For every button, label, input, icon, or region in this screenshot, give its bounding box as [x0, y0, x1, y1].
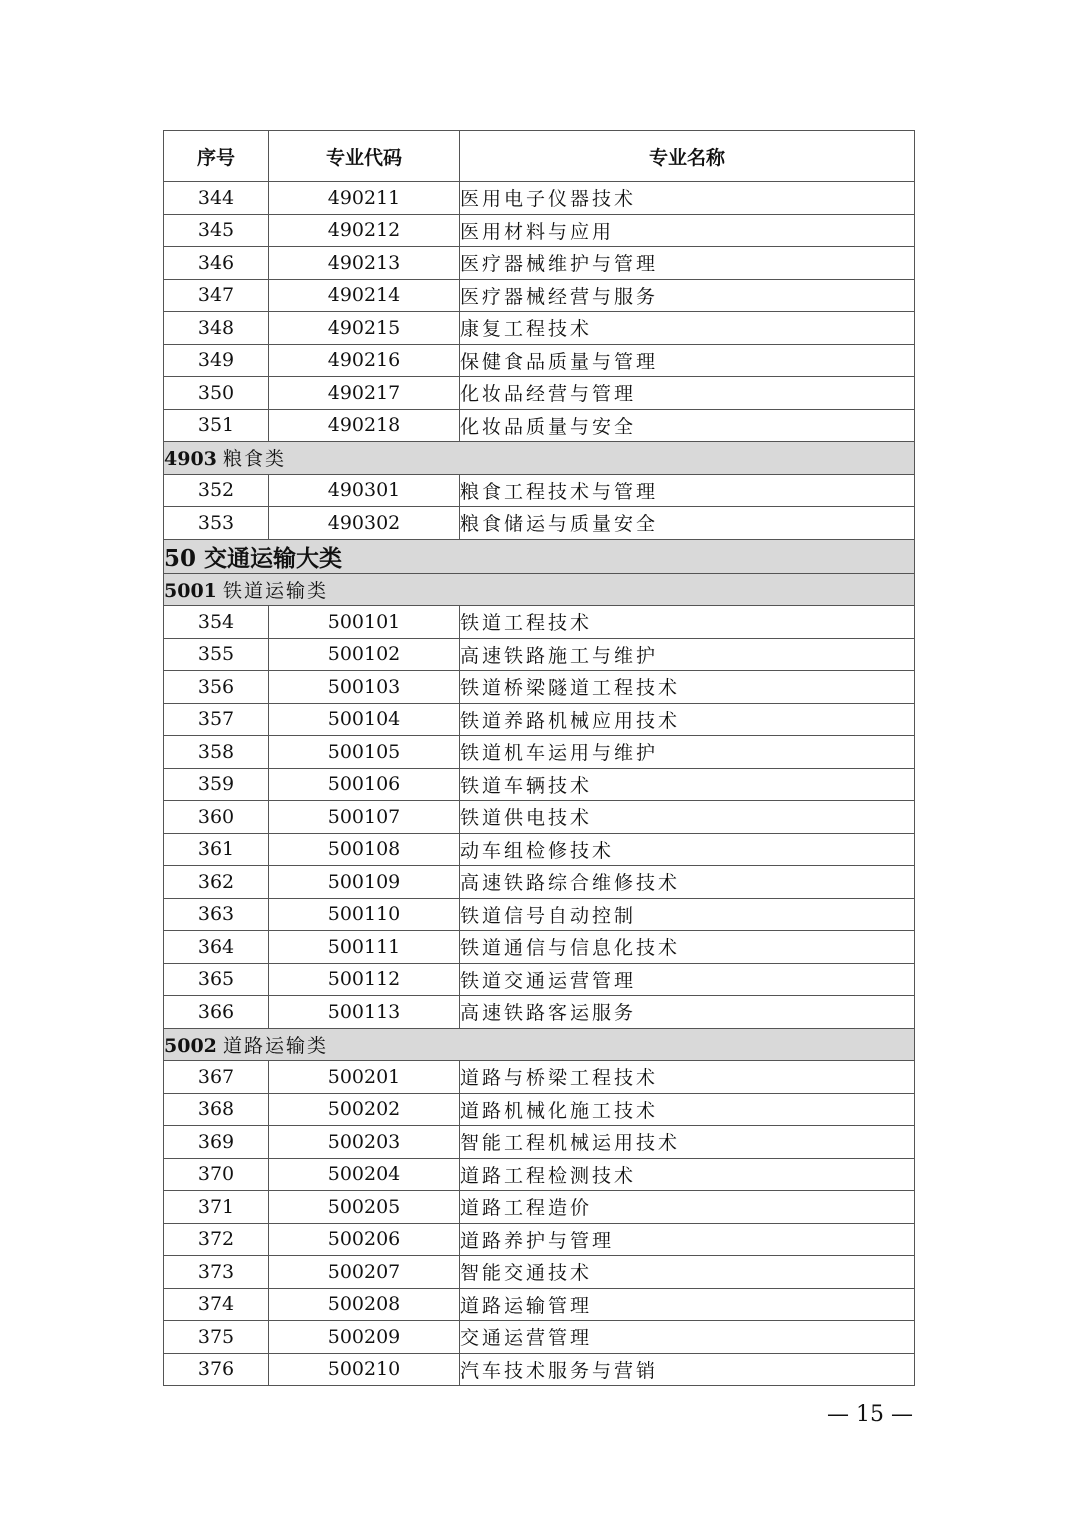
table-row: [164, 1126, 915, 1159]
row-name: 铁道桥梁隧道工程技术: [460, 671, 915, 704]
row-code: 490302: [269, 507, 460, 540]
header-name: 专业名称: [460, 131, 915, 182]
row-index: 369: [164, 1126, 269, 1159]
table-row: [164, 1158, 915, 1191]
row-index: 367: [164, 1061, 269, 1094]
row-code: 490216: [269, 344, 460, 377]
major-category-row: [164, 539, 915, 573]
row-code: 490215: [269, 312, 460, 345]
table-row: [164, 996, 915, 1029]
table-row: [164, 377, 915, 410]
row-name: 道路与桥梁工程技术: [460, 1061, 915, 1094]
row-name: 道路工程造价: [460, 1191, 915, 1224]
major-catalog-table: [163, 130, 915, 1386]
row-name: 化妆品经营与管理: [460, 377, 915, 410]
row-index: 365: [164, 963, 269, 996]
row-name: 道路养护与管理: [460, 1223, 915, 1256]
row-code: 500101: [269, 606, 460, 639]
row-index: 353: [164, 507, 269, 540]
row-name: 铁道工程技术: [460, 606, 915, 639]
table-row: [164, 736, 915, 769]
row-code: 500205: [269, 1191, 460, 1224]
table-row: [164, 1288, 915, 1321]
row-index: 358: [164, 736, 269, 769]
row-code: 500113: [269, 996, 460, 1029]
row-name: 康复工程技术: [460, 312, 915, 345]
table-row: [164, 409, 915, 442]
row-index: 364: [164, 931, 269, 964]
table-row: [164, 1353, 915, 1386]
row-name: 铁道信号自动控制: [460, 898, 915, 931]
row-code: 490217: [269, 377, 460, 410]
row-code: 500103: [269, 671, 460, 704]
table-row: [164, 768, 915, 801]
row-index: 373: [164, 1256, 269, 1289]
category-code: 4903: [164, 448, 217, 471]
row-code: 500107: [269, 801, 460, 834]
table-row: [164, 606, 915, 639]
row-index: 348: [164, 312, 269, 345]
row-code: 490301: [269, 474, 460, 507]
category-label: 粮食类: [222, 448, 286, 471]
table-row: [164, 182, 915, 215]
row-code: 500202: [269, 1093, 460, 1126]
row-index: 351: [164, 409, 269, 442]
header-code: 专业代码: [269, 131, 460, 182]
row-name: 铁道交通运营管理: [460, 963, 915, 996]
category-code: 5001: [164, 579, 217, 602]
table-row: [164, 671, 915, 704]
row-name: 医用电子仪器技术: [460, 182, 915, 215]
row-code: 500102: [269, 638, 460, 671]
page-number: — 15 —: [827, 1402, 913, 1427]
row-code: 500112: [269, 963, 460, 996]
table-row: [164, 507, 915, 540]
row-code: 500203: [269, 1126, 460, 1159]
table-row: [164, 931, 915, 964]
row-code: 490212: [269, 214, 460, 247]
row-index: 345: [164, 214, 269, 247]
header-index: 序号: [164, 131, 269, 182]
category-heading: [164, 1028, 915, 1061]
row-name: 高速铁路施工与维护: [460, 638, 915, 671]
row-code: 500209: [269, 1321, 460, 1354]
row-code: 500105: [269, 736, 460, 769]
row-index: 370: [164, 1158, 269, 1191]
row-index: 376: [164, 1353, 269, 1386]
row-index: 350: [164, 377, 269, 410]
row-code: 500206: [269, 1223, 460, 1256]
row-name: 医疗器械维护与管理: [460, 247, 915, 280]
table-row: [164, 344, 915, 377]
row-code: 500208: [269, 1288, 460, 1321]
row-code: 500108: [269, 833, 460, 866]
row-code: 500111: [269, 931, 460, 964]
row-index: 362: [164, 866, 269, 899]
category-row: [164, 442, 915, 475]
row-name: 医用材料与应用: [460, 214, 915, 247]
table-row: [164, 1061, 915, 1094]
row-name: 医疗器械经营与服务: [460, 279, 915, 312]
row-name: 保健食品质量与管理: [460, 344, 915, 377]
row-index: 374: [164, 1288, 269, 1321]
major-category-heading: 50 交通运输大类: [164, 539, 915, 573]
row-index: 371: [164, 1191, 269, 1224]
table-row: [164, 801, 915, 834]
row-index: 366: [164, 996, 269, 1029]
table-row: [164, 1191, 915, 1224]
row-name: 粮食工程技术与管理: [460, 474, 915, 507]
row-code: 490214: [269, 279, 460, 312]
row-index: 352: [164, 474, 269, 507]
table-row: [164, 214, 915, 247]
row-index: 372: [164, 1223, 269, 1256]
row-code: 500106: [269, 768, 460, 801]
row-name: 高速铁路综合维修技术: [460, 866, 915, 899]
table-row: [164, 963, 915, 996]
row-code: 490211: [269, 182, 460, 215]
row-index: 355: [164, 638, 269, 671]
table-row: [164, 638, 915, 671]
category-row: [164, 573, 915, 606]
row-name: 汽车技术服务与营销: [460, 1353, 915, 1386]
category-label: 道路运输类: [222, 1034, 328, 1057]
row-name: 铁道机车运用与维护: [460, 736, 915, 769]
row-index: 363: [164, 898, 269, 931]
category-code: 5002: [164, 1034, 217, 1057]
table-row: [164, 898, 915, 931]
row-index: 349: [164, 344, 269, 377]
row-code: 490213: [269, 247, 460, 280]
row-name: 化妆品质量与安全: [460, 409, 915, 442]
row-name: 智能交通技术: [460, 1256, 915, 1289]
category-heading: [164, 573, 915, 606]
row-code: 500104: [269, 703, 460, 736]
table-row: [164, 1093, 915, 1126]
table-row: [164, 1321, 915, 1354]
row-index: 359: [164, 768, 269, 801]
row-index: 357: [164, 703, 269, 736]
row-index: 347: [164, 279, 269, 312]
category-row: [164, 1028, 915, 1061]
row-index: 368: [164, 1093, 269, 1126]
row-name: 铁道养路机械应用技术: [460, 703, 915, 736]
category-heading: [164, 442, 915, 475]
row-name: 高速铁路客运服务: [460, 996, 915, 1029]
row-name: 铁道供电技术: [460, 801, 915, 834]
row-name: 交通运营管理: [460, 1321, 915, 1354]
row-index: 361: [164, 833, 269, 866]
table-row: [164, 279, 915, 312]
row-code: 500207: [269, 1256, 460, 1289]
row-name: 道路工程检测技术: [460, 1158, 915, 1191]
row-index: 354: [164, 606, 269, 639]
row-code: 500201: [269, 1061, 460, 1094]
row-code: 500109: [269, 866, 460, 899]
row-index: 360: [164, 801, 269, 834]
table-row: [164, 474, 915, 507]
table-header-row: [164, 131, 915, 182]
table-row: [164, 1223, 915, 1256]
row-code: 500210: [269, 1353, 460, 1386]
table-row: [164, 247, 915, 280]
row-index: 346: [164, 247, 269, 280]
row-index: 375: [164, 1321, 269, 1354]
row-name: 动车组检修技术: [460, 833, 915, 866]
category-label: 铁道运输类: [222, 579, 328, 602]
table-row: [164, 833, 915, 866]
row-index: 344: [164, 182, 269, 215]
table-row: [164, 1256, 915, 1289]
row-code: 490218: [269, 409, 460, 442]
row-code: 500204: [269, 1158, 460, 1191]
row-name: 铁道通信与信息化技术: [460, 931, 915, 964]
row-name: 道路运输管理: [460, 1288, 915, 1321]
row-index: 356: [164, 671, 269, 704]
row-name: 道路机械化施工技术: [460, 1093, 915, 1126]
table-row: [164, 312, 915, 345]
table-row: [164, 703, 915, 736]
row-name: 粮食储运与质量安全: [460, 507, 915, 540]
table-row: [164, 866, 915, 899]
row-name: 智能工程机械运用技术: [460, 1126, 915, 1159]
table-body: [164, 182, 915, 1386]
row-code: 500110: [269, 898, 460, 931]
row-name: 铁道车辆技术: [460, 768, 915, 801]
